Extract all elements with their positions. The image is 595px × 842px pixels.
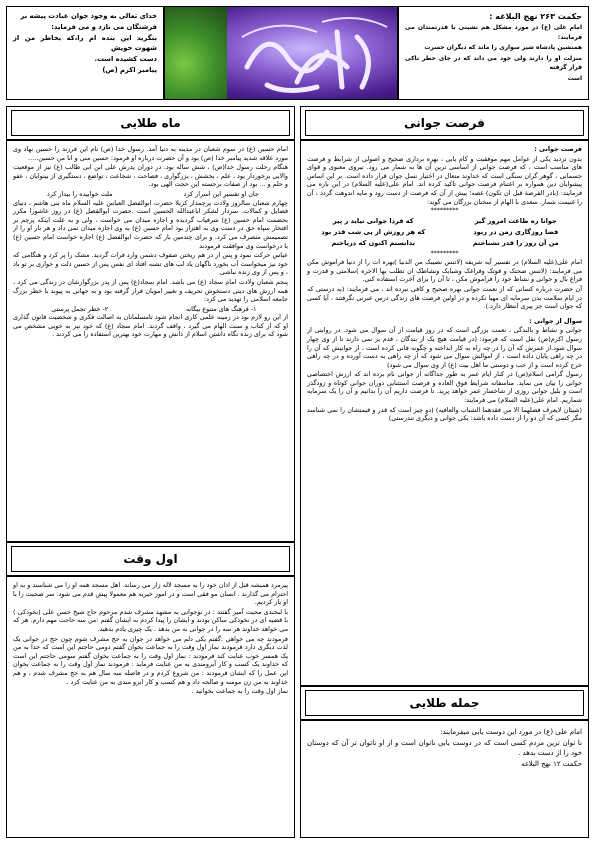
divider-stars: *********: [430, 250, 459, 258]
hadith-line: خدای تعالی به وجود جوان عبادت پیشه بر: [20, 12, 157, 20]
hekmat-line: امام علی (ع) در مورد مشکل هم نشینی با قدرتمندان می فرمایند:: [405, 24, 582, 41]
hadith-line: بنگرید این بنده ام را،که بخاطر من از شهوت خویش: [13, 34, 157, 52]
divider-stars: *********: [430, 207, 459, 215]
article-paragraph: از این رو لازم بود در زمینه علمی کاری انجام شود تامسلمانان به اصالت فکری و شخصیت قانون گذاری او که از کتاب و سنت الهام می گیرد ، واقف گردند. امام سجاد (ع) که خود نیز به خوبی مشخص می شود که برای زنده نگاه داشتن اسلام از دانش و مهارت خود بهترین استفاده را می کردند .: [13, 313, 288, 339]
article-paragraph: جوانی و نشاط و بالندگی ، نعمت بزرگی است که در روز قیامت از آن سوال می شود. در روایتی از رسول اکرم(ص) نقل است که فرمود: (در قیامت هیچ یک از بندگان ، قدم بر نمی دارند تا از وی چهار سوال شود.از عمرش که آن را در چه راه به کار انداخته و چگونه فانی کرده است ، از جوانیش که آن را در چه راهی پایان داده است ، از اموالش سوال می شود که از چه راهی به دست آورده و در چه راهی خرج کرده است و از حب و دوستی ما اهل بیت (ع) از وی سوال می شود): [307, 326, 582, 369]
section-title-text: جمله طلایی: [409, 696, 480, 710]
forsat-javani-article: [300, 140, 589, 686]
section-title-mah-talaei: [6, 106, 295, 140]
article-heading: فرصت جوانی :: [534, 145, 582, 153]
hekmat-title: حکمت ۲۶۳ نهج البلاغه :: [489, 12, 582, 21]
poem-line: ملت خوابیده را بیدار کرد: [46, 189, 113, 198]
list-item: ۲- خطر تجمل پرستی: [51, 304, 109, 313]
section-title-frame: [305, 110, 584, 136]
poem-line: جان او تفسیرِ این اسرار کرد: [183, 189, 259, 198]
calligraphy-decoration: [227, 7, 398, 100]
poem: [13, 190, 288, 199]
top-left-hadith-box: [6, 6, 164, 100]
article-paragraph: امام علی(علیه السلام) در تفسیر آیه شریفه (لاتنس نصیبک من الدنیا )بهره ات را از دنیا فراموش مکن می فرمایند: (لاتنس صحتک و قوتک وفراغک وشبابک ونشاطک ان تطلب بها الاخره )سلامتی و قدرت و فراغ بال و جوانی و نشاط خود را فراموش مکن ، تا آن را برای آخرت استفاده کنی.: [307, 258, 582, 284]
article-paragraph: امام حسین (ع) در سوم شعبان در مدینه به دنیا آمد. رسول خدا (ص) نام این فرزند را حسین نهاد وی مورد علاقه شدید پیامبر خدا (ص) بود و آن حضرت درباره او فرمود: حسین منی و انا من حسین.....: [13, 145, 288, 162]
poem-line: که هر روزش از پی شب قدر بود: [321, 228, 426, 237]
article-subheading: سوال از جوانی :: [529, 316, 582, 325]
numbered-list: [13, 305, 288, 314]
article-paragraph: هنگام رحلت رسول خدا(ص) ، شش ساله بود. در دوران پدرش علی ابن ابی طالب (ع) نیز از موقعیت والایی برخوردار بود ، علم ، بخشش ، بزرگواری ، فصاحت ، شجاعت ، تواضع ، دستگیری از بینوایان ، عفو و حلم و ... بود از صفات برجسته این حجت الهی بود.: [13, 163, 288, 189]
article-paragraph: فرمودند چه می خواهی :گفتم یکی دلم می خواهد در جوان به حج مشرف شوم چون حج در جوانی یک لذت دیگری دارد فرمودند نماز اول وقت را به جماعت بخوان گفتم دومی حاجتم این است که خدا به من یک همسر خوب عنایت کند فرمودند : نماز اول وقت را به جماعت بخوان گفتم سومی حاجتم این است که خداوند یک کسب و کار آبرومندی به من عنایت فرماید : فرمودند نماز اول وقت را به جماعت بخوان این عمل را که ایشان فرمودند : من شروع کردم و در فاصله سه سال هم به حج مشرف شدم ، و هم خداوند به من زن مومنه و صالحه داد و هم کسب و کار ابرو مندی به من عنایت کرد .: [13, 634, 288, 686]
mah-talaei-article: [6, 140, 295, 542]
article-paragraph: بدون تردید یکی از عوامل مهم موفقیت و کام یابی ، بهره برداری صحیح و اصولی از شرایط و فرصت های مناسب است ، که فرصت جوانی از اساسی ترین آن ها به شمار می رود. نیروی معنوی و قوای جسمانی ، گوهر گران سنگی است که خداوند متعال در اختیار نسل جوان قرار داده است. بر این اساس پیشوایان دین همواره بر اغتنام فرصت جوانی تاکید کرده اند. امام علی(علیه السلام) در این باره می فرمایند: (بادر الفرصة قبل ان تکون) غصه؛ پیش از آن که فرصت از دست رود و مایه اندوهت گردد ، آن را غنیمت شمار. سعدی با الهام از سخنان بزرگان می گوید:: [307, 154, 582, 206]
article-paragraph: عباس حرکت نمود و پس از در هم ریختن صفوف دشمن وارد فرات گردید. مشک را پر کرد و هنگامی که خود نیز میخواست آب بخورد ناگهان یاد لب های تشنه افتاد ای نفس پس از حسین ذلت و خواری بر تو باد ، و پس از وی زنده نباشی: [13, 251, 288, 277]
section-title-text: اول وقت: [123, 552, 178, 566]
section-title-frame: [11, 110, 290, 136]
hadith-line: فرشتگان می نازد و می فرماید:: [51, 23, 157, 31]
article-paragraph: با لبخندی محبت آمیز گفتند : در نوجوانی به مشهد مشرف شدم مرحوم حاج شیخ حسن علی (نخودکی ) با قضیه ای در نخودکی ساکن بودند و ایشان را پیدا کردم به ایشان گفتم :من سه حاجت مهم دارم. هر که می خواهد خداوند هر سه را در جوانی به من بدهد . یک چیزی یادم بدهید.: [13, 607, 288, 633]
article-paragraph: آن حضرت درباره کسانی که از نعمت جوانی بهره صحیح و کافی نبرده اند ، می فرمایند: (به درستی که در ایام سلامت بدن سرمایه ای مهیا نکرده و در اولین فرصت های زندگی درس عبرتی نگرفتند ، آیا کسی که جوان است جز پیری انتظار دارد.).: [307, 284, 582, 311]
article-paragraph: چهارم شعبان سالروز ولادت پرچمدار کربلا حضرت ابوالفضل العباس علیه السلام ماه بنی هاشم ، دنیای فضایل و کمالات. سردار لشکر اباعبدالله الحسین است .حضرت ابوالفضل (ع) در روز عاشورا مکرر بحضمت امام حسین (ع) شرفیاب گردیده و اجازه میدان می خواست ، ولی و به علت اینکه پرچم بر افتخار سپاه حق در دست وی به اهتزاز بود امام حسین (ع) به وی اجازه میدان نمی داد و هر بار او را از تصمیمش منصرف می کرد. و برای چندمین بار که حضرت ابوالفضل (ع) اجازه خواست امام حسین (ع) با درخواست وی موافقت فرمودند: [13, 198, 288, 250]
hekmat-line: منزلت او را دارند ولی خود می داند که در جای خطر ناکی قرار گرفته: [405, 54, 582, 71]
section-title-frame: [11, 546, 290, 572]
poem-line: من آن روز را قدر نشناختم: [472, 239, 559, 248]
article-paragraph: (شیئان لایعرف فضلهما الا من فقدهما الشباب والعافیه) (دو چیز است که قدر و قیمتشان را نمی شناسد مگر کسی که آن دو را از دست داده باشد: یکی جوانی و دیگری تندرستی): [307, 405, 582, 423]
hadith-line: دست کشیده است.: [94, 55, 157, 63]
section-title-text: فرصت جوانی: [404, 116, 485, 130]
aval-vaght-article: [6, 576, 295, 838]
jomle-text: [307, 727, 582, 769]
hadith-source: پیامبر اکرم (ص): [102, 66, 157, 74]
poem-line: جوانا ره طاعت امروز گیر: [474, 217, 557, 226]
article-paragraph: پنجم شعبان ولادت امام سجاد (ع) می باشد. امام سجاد(ع) پس از پدر بزرگوارشان در زندگی می کرد ، همه ارزش های دینی دستخوش تحریف و تغییر امویان قرار گرفته بود و به جهانی به پیوند با خطر بزرگ جامعه اسلامی را تهدید می کرد:: [13, 277, 288, 304]
poem: [307, 217, 582, 248]
poem-line: بدانستم اکنون که درباختم: [331, 239, 416, 248]
hekmat-line: است: [567, 74, 582, 82]
quote-line: امام علی (ع) در مورد این دوست یابی میفرمایند:: [440, 728, 582, 736]
hekmat-text: [405, 23, 582, 83]
article-paragraph: پیرمرد همیشه قبل از اذان خود را به مسجد لاله زار می رساند. اهل مسجد همه او را می شناسند و به او احترام می گذارند . انسان مو فقی است و در امور خیریه هم معمولا پیش قدم می شود. سر صحبت را با او باز کردیم.: [13, 581, 288, 607]
section-title-text: ماه طلایی: [120, 116, 181, 130]
article-paragraph: رسول گرامی اسلام(ص) در کنار ایام عمر به طور جداگانه از جوانی نام برده اند که ارزش اختصاصی جوانی را بیان می نماید. متاسفانه شرایط فوق العاده و فرصت استثنایی دوران جوانی کوتاه و زودگذر است و بلبل جوانی روزی از شاخسار عمر خواهد پرید. تا فرصت داریم آن را بدانیم و آن را یک سرمایه شماریم. امام علی(علیه السلام) می فرمایند:: [307, 370, 582, 405]
section-title-jomle-talaei: [300, 686, 589, 720]
top-right-hekmat-box: [398, 6, 589, 100]
poem-line: فضا روزگاری زمن در ربود: [473, 228, 559, 237]
list-item: ۱- فرهنگ های متنوع بیگانه: [185, 304, 257, 313]
article-closing-line: نماز اول وقت را به جماعت بخوانید .: [191, 687, 288, 696]
header-banner-image: [164, 6, 398, 100]
section-title-frame: [305, 690, 584, 716]
top-left-hadith-text: [13, 11, 157, 75]
jomle-talaei-box: [300, 720, 589, 838]
quote-source: حکمت ۱۲ نهج البلاغه: [521, 760, 582, 768]
hekmat-line: همنشین پادشاه شیر سواری را ماند که دیگران حسرت: [424, 44, 582, 51]
poem-line: که فردا جوانی نیاید ز پیر: [332, 217, 414, 226]
section-title-forsat-javani: [300, 106, 589, 140]
section-title-aval-vaght: [6, 542, 295, 576]
quote-line: نا توان ترین مردم کسی است که در دوست یابی ناتوان است و از او ناتوان تر آن که دوستان خود را از دست بدهد .: [307, 739, 582, 757]
leaves-decoration: [165, 7, 227, 100]
